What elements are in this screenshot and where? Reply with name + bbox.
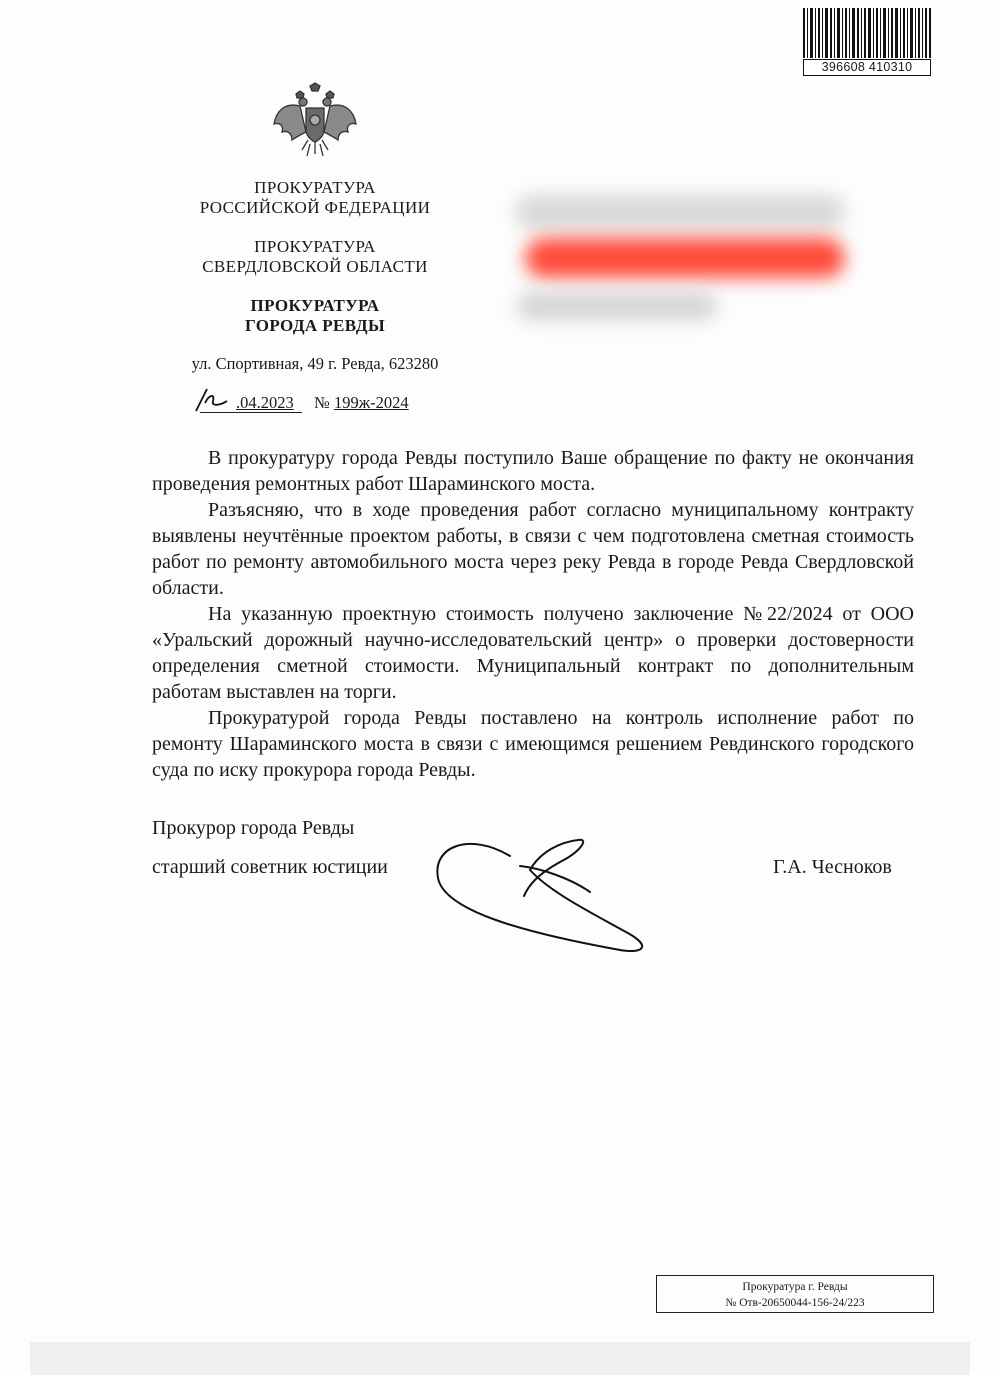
registration-office: Прокуратура г. Ревды [742,1281,848,1293]
org-line: ПРОКУРАТУРА [250,296,380,315]
barcode-number: 396608 410310 [803,59,931,76]
org-revda-city [170,296,460,336]
org-russian-federation [170,178,460,218]
page-footer-strip [30,1342,970,1375]
org-sverdlovsk-region [170,237,460,277]
body-paragraph: На указанную проектную стоимость получено заключение №22/2024 от ООО «Уральский дорожный научно-исследовательский центр» о проверки достоверности определения сметной стоимости. Муниципальный контракт по дополнительным работам выставлен на торги. [152,603,914,703]
handwritten-signature [430,822,660,954]
redaction-blur [525,238,845,278]
org-line: ГОРОДА РЕВДЫ [244,316,386,335]
barcode [803,8,931,74]
body-paragraph: Разъясняю, что в ходе проведения работ согласно муниципальному контракту выявлены неучтённые проектом работы, в связи с чем подготовлена сметная стоимость работ по ремонту автомобильного моста через реку Ревда в городе Ревда Свердловской области. [152,499,914,599]
redaction-blur [515,195,845,229]
letter-number-label: № [314,393,330,412]
registration-stamp [656,1275,934,1313]
signer-name: Г.А. Чесноков [773,856,892,878]
handwritten-day-mark [193,385,233,415]
registration-number: № Отв-20650044-156-24/223 [725,1297,865,1309]
org-line: СВЕРДЛОВСКОЙ ОБЛАСТИ [202,257,428,276]
body-paragraph: В прокуратуру города Ревды поступило Ваше обращение по факту не окончания проведения ремонтных работ Шараминского моста. [152,447,914,495]
body-paragraph: Прокуратурой города Ревды поставлено на контроль исполнение работ по ремонту Шараминского моста в связи с имеющимся решением Ревдинского городского суда по иску прокурора города Ревды. [152,707,914,781]
letter-number: 199ж-2024 [334,393,409,412]
redacted-addressee [505,180,865,340]
barcode-bars [803,8,931,58]
signer-title: Прокурор города Ревды [152,817,355,839]
signer-rank: старший советник юстиции [152,856,388,878]
org-line: ПРОКУРАТУРА [254,237,376,256]
org-line: РОССИЙСКОЙ ФЕДЕРАЦИИ [199,198,431,217]
org-address: ул. Спортивная, 49 г. Ревда, 623280 [191,354,439,373]
letter-date: .04.2023 [236,393,294,412]
letter-body [152,445,914,783]
redaction-blur [517,292,717,320]
org-line: ПРОКУРАТУРА [254,178,376,197]
coat-of-arms-emblem [270,82,360,160]
